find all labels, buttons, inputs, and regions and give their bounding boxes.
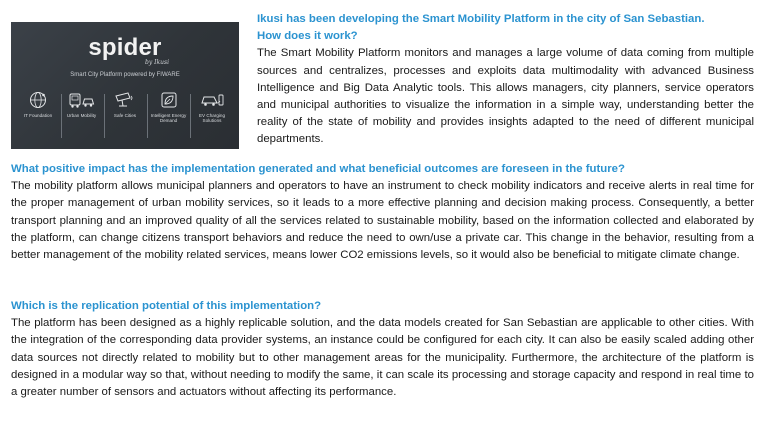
feature-list [17, 90, 233, 124]
feature-ev-charging [191, 90, 233, 124]
feature-label: Urban Mobility [66, 113, 97, 118]
replication-heading: Which is the replication potential of this implementation? [11, 300, 322, 312]
leaf-icon [159, 90, 179, 110]
spider-logo: spider [88, 34, 162, 61]
impact-body: The mobility platform allows municipal planners and operators to have an instrument to check mobility indicators and receive alerts in real time for the proper management of urban mobility services, so it leads to a more effective planning and decision making process. Consequently, a better transport planning and an improved quality of all the services related to sustainable mobility, based on the information collected and elaborated by the platform, can change citizens transport behaviors and reduce the need to own/use a private car. This change in the behavior, resulting from a better management of the mobility related services, means lower CO2 emissions levels, so it would also be beneficial to mitigate climate change. [11, 180, 754, 262]
vehicles-icon [68, 90, 96, 110]
feature-urban-mobility [61, 90, 103, 124]
feature-energy-demand [148, 90, 190, 124]
spider-platform-banner [11, 22, 239, 149]
feature-label: EV Charging Solutions [198, 113, 226, 124]
globe-icon [28, 90, 48, 110]
replication-body: The platform has been designed as a highly replicable solution, and the data models created for San Sebastian are applicable to other cities. With the integration of the corresponding data provider systems, an instance could be configured for each city. It can also be easily scaled adding other data sources not directly related to mobility but to other management areas for the municipality. Furthermore, the architecture of the platform is designed in a modular way so that, without needing to modify the same, it can scale its processing and storage capacity and respond in real time to a greater number of sensors and actuators without affecting its performance. [11, 317, 754, 399]
intro-heading-line1: Ikusi has been developing the Smart Mobility Platform in the city of San Sebastian. [257, 13, 705, 25]
feature-it-foundation [17, 90, 59, 124]
brand-byline: by Ikusi [145, 59, 170, 66]
feature-safe-cities [104, 90, 146, 124]
impact-section [11, 161, 754, 264]
electric-car-icon [199, 90, 225, 110]
intro-heading-line2: How does it work? [257, 30, 358, 43]
replication-section [11, 298, 754, 401]
camera-icon [113, 90, 137, 110]
banner-tagline: Smart City Platform powered by FIWARE [70, 72, 180, 78]
feature-label: Intelligent Energy Demand [150, 113, 187, 124]
feature-label: Safe Cities [113, 113, 137, 118]
impact-heading: What positive impact has the implementation generated and what beneficial outcomes are foreseen in the future? [11, 163, 625, 175]
feature-label: IT Foundation [23, 113, 53, 118]
intro-section [257, 11, 754, 149]
intro-body: The Smart Mobility Platform monitors and manages a large volume of data coming from multiple sources and centralizes, processes and exploits data multimodality with advanced Business Intelligence and Big Data Analytic tools. This allows managers, city planners, service operators and municipal authorities to visualize the information in a simple way, understanding better the reality of the state of mobility and provides insights adapted to the need of different municipal departments. [257, 47, 754, 146]
